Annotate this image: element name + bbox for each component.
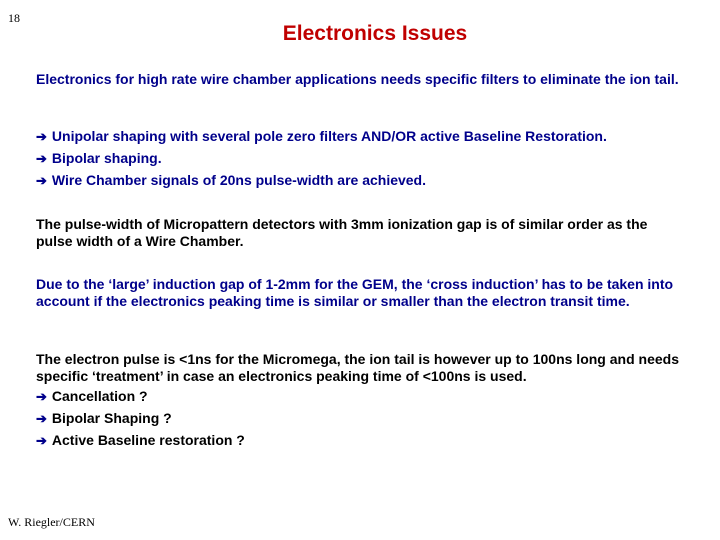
page-number: 18: [8, 11, 20, 25]
arrow-icon: ➔: [36, 172, 47, 188]
bullet-text: Cancellation ?: [51, 388, 148, 404]
arrow-icon: ➔: [36, 410, 47, 426]
bullet-item: [36, 169, 696, 191]
bullet-item: [36, 385, 696, 407]
treatment-bullet-list: [36, 385, 696, 451]
micromega-paragraph: The electron pulse is <1ns for the Micromega, the ion tail is however up to 100ns long and needs specific ‘treatment’ in case an electronics peaking time of <100ns is used.: [36, 351, 679, 384]
gem-induction-paragraph: Due to the ‘large’ induction gap of 1-2mm for the GEM, the ‘cross induction’ has to be taken into account if the electronics peaking time is similar or smaller than the electron transit time.: [36, 276, 674, 309]
bullet-item: [36, 125, 696, 147]
bullet-text: Unipolar shaping with several pole zero filters AND/OR active Baseline Restoration.: [51, 128, 607, 144]
arrow-icon: ➔: [36, 388, 47, 404]
micropattern-paragraph: The pulse-width of Micropattern detectors with 3mm ionization gap is of similar order as the pulse width of a Wire Chamber.: [36, 216, 648, 249]
bullet-text: Bipolar Shaping ?: [51, 410, 172, 426]
bullet-item: [36, 407, 696, 429]
arrow-icon: ➔: [36, 432, 47, 448]
arrow-icon: ➔: [36, 150, 47, 166]
bullet-item: [36, 429, 696, 451]
arrow-icon: ➔: [36, 128, 47, 144]
shaping-bullet-list: [36, 125, 696, 191]
bullet-text: Bipolar shaping.: [51, 150, 162, 166]
footer-author: W. Riegler/CERN: [8, 515, 95, 529]
bullet-item: [36, 147, 696, 169]
intro-paragraph: Electronics for high rate wire chamber applications needs specific filters to eliminate the ion tail.: [36, 71, 679, 87]
bullet-text: Wire Chamber signals of 20ns pulse-width are achieved.: [51, 172, 427, 188]
bullet-text: Active Baseline restoration ?: [51, 432, 245, 448]
slide-title: Electronics Issues: [282, 22, 468, 45]
